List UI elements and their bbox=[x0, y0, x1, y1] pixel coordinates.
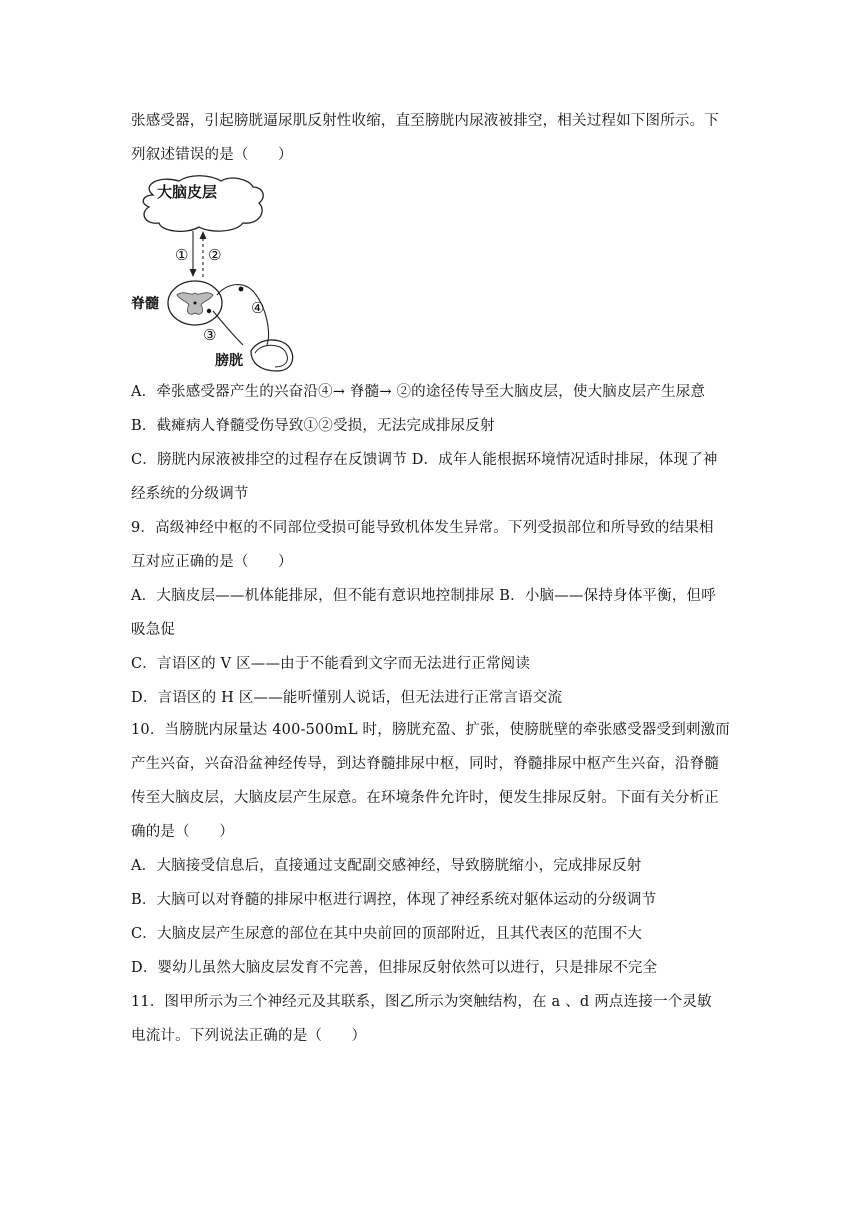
text-line: 传至大脑皮层，大脑皮层产生尿意。在环境条件允许时，便发生排尿反射。下面有关分析正 bbox=[131, 790, 719, 806]
text-line: 电流计。下列说法正确的是（ ） bbox=[131, 1028, 367, 1044]
marker-1: ① bbox=[175, 246, 189, 264]
marker-3: ③ bbox=[203, 326, 217, 344]
text-line: 11．图甲所示为三个神经元及其联系，图乙所示为突触结构，在 a 、d 两点连接一个灵敏 bbox=[131, 994, 712, 1010]
text-line: C．膀胱内尿液被排空的过程存在反馈调节 D．成年人能根据环境情况适时排尿，体现了神 bbox=[131, 452, 718, 468]
text-line: 确的是（ ） bbox=[131, 824, 234, 840]
spinal-cord-label: 脊髓 bbox=[131, 296, 159, 312]
text-line: 张感受器，引起膀胱逼尿肌反射性收缩，直至膀胱内尿液被排空，相关过程如下图所示。下 bbox=[131, 113, 719, 129]
text-line: 产生兴奋，兴奋沿盆神经传导，到达脊髓排尿中枢，同时，脊髓排尿中枢产生兴奋，沿脊髓 bbox=[131, 756, 719, 772]
text-line: 经系统的分级调节 bbox=[131, 486, 249, 502]
text-line: 互对应正确的是（ ） bbox=[131, 554, 293, 570]
text-line: 列叙述错误的是（ ） bbox=[131, 147, 293, 163]
text-line: B．截瘫病人脊髓受伤导致①②受损，无法完成排尿反射 bbox=[131, 418, 495, 434]
text-line: 吸急促 bbox=[131, 622, 176, 638]
text-line: A．大脑接受信息后，直接通过支配副交感神经，导致膀胱缩小，完成排尿反射 bbox=[131, 858, 642, 874]
bladder-shape bbox=[251, 340, 293, 371]
reflex-pathway-figure bbox=[131, 173, 316, 373]
text-line: C．大脑皮层产生尿意的部位在其中央前回的顶部附近，且其代表区的范围不大 bbox=[131, 926, 643, 942]
text-line: A．大脑皮层——机体能排尿，但不能有意识地控制排尿 B．小脑——保持身体平衡，但呼 bbox=[131, 588, 716, 604]
bladder-label: 膀胱 bbox=[215, 353, 243, 369]
text-line: D．婴幼儿虽然大脑皮层发育不完善，但排尿反射依然可以进行，只是排尿不完全 bbox=[131, 960, 658, 976]
marker-4: ④ bbox=[251, 299, 265, 317]
cortex-label: 大脑皮层 bbox=[157, 183, 218, 201]
text-line: A．牵张感受器产生的兴奋沿④→ 脊髓→ ②的途径传导至大脑皮层，使大脑皮层产生尿意 bbox=[131, 384, 706, 400]
text-line: D．言语区的 H 区——能听懂别人说话，但无法进行正常言语交流 bbox=[131, 690, 563, 706]
text-line: 10．当膀胱内尿量达 400-500mL 时，膀胱充盈、扩张，使膀胱壁的牵张感受器受到刺激而 bbox=[131, 722, 730, 738]
marker-2: ② bbox=[208, 246, 222, 264]
text-line: 9．高级神经中枢的不同部位受损可能导致机体发生异常。下列受损部位和所导致的结果相 bbox=[131, 520, 714, 536]
text-line: C．言语区的 V 区——由于不能看到文字而无法进行正常阅读 bbox=[131, 656, 531, 672]
text-line: B．大脑可以对脊髓的排尿中枢进行调控，体现了神经系统对躯体运动的分级调节 bbox=[131, 892, 657, 908]
